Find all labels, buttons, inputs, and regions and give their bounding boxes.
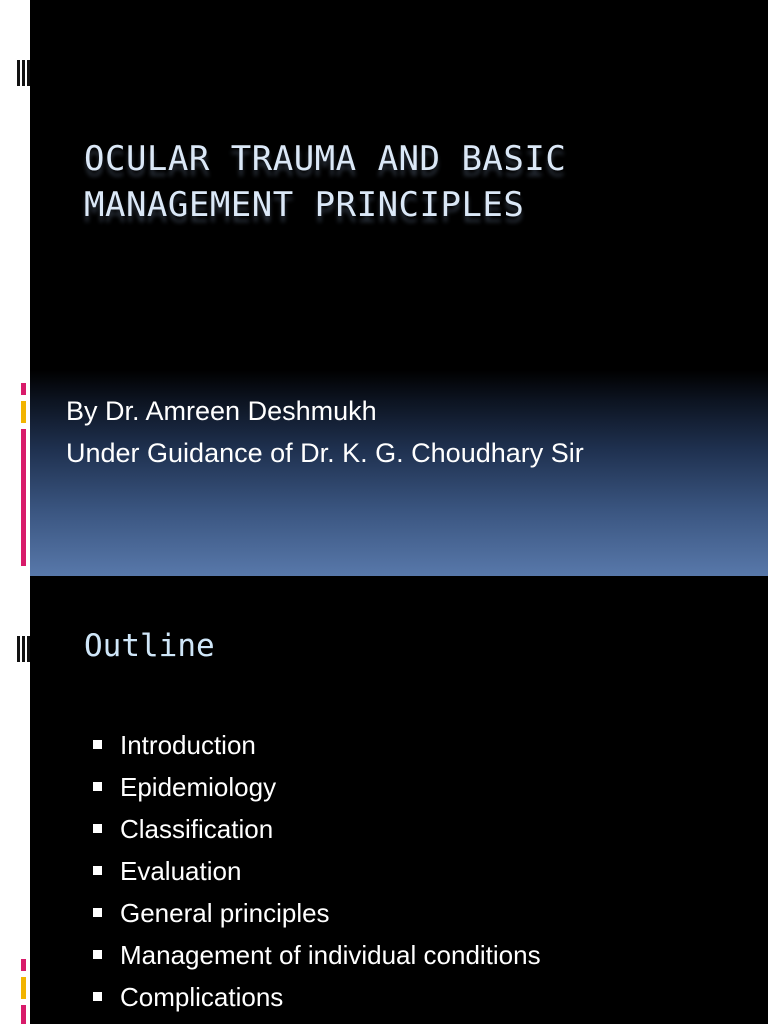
list-item xyxy=(90,808,541,850)
list-item xyxy=(90,892,541,934)
pink-accent-bar xyxy=(21,429,26,566)
yellow-accent-bar xyxy=(21,401,26,423)
byline xyxy=(66,390,584,474)
slide-background xyxy=(30,0,768,576)
slide-edge-marker xyxy=(17,636,31,662)
list-item-label: Complications xyxy=(120,982,284,1012)
list-item-label: Evaluation xyxy=(120,856,242,886)
square-bullet-icon xyxy=(93,740,102,749)
square-bullet-icon xyxy=(93,782,102,791)
outline-heading: Outline xyxy=(84,628,215,664)
square-bullet-icon xyxy=(93,866,102,875)
yellow-accent-bar xyxy=(21,977,26,999)
author-line: By Dr. Amreen Deshmukh xyxy=(66,396,377,426)
guidance-line: Under Guidance of Dr. K. G. Choudhary Sir xyxy=(66,438,584,468)
list-item-label: Introduction xyxy=(120,730,256,760)
list-item xyxy=(90,976,541,1018)
pink-accent-bar xyxy=(21,1005,26,1024)
title-line-2: MANAGEMENT PRINCIPLES xyxy=(84,185,525,225)
list-item xyxy=(90,724,541,766)
outline-slide xyxy=(0,576,768,1024)
square-bullet-icon xyxy=(93,908,102,917)
page-title xyxy=(84,136,724,228)
list-item-label: General principles xyxy=(120,898,330,928)
list-item-label: Classification xyxy=(120,814,274,844)
list-item-label: Management of individual conditions xyxy=(120,940,541,970)
list-item xyxy=(90,766,541,808)
pink-accent-bar xyxy=(21,959,26,971)
square-bullet-icon xyxy=(93,992,102,1001)
square-bullet-icon xyxy=(93,824,102,833)
list-item-label: Epidemiology xyxy=(120,772,277,802)
list-item xyxy=(90,934,541,976)
outline-list xyxy=(90,724,541,1018)
title-line-1: OCULAR TRAUMA AND BASIC xyxy=(84,139,567,179)
slide-edge-marker xyxy=(17,60,31,86)
pink-accent-bar xyxy=(21,383,26,395)
list-item xyxy=(90,850,541,892)
square-bullet-icon xyxy=(93,950,102,959)
